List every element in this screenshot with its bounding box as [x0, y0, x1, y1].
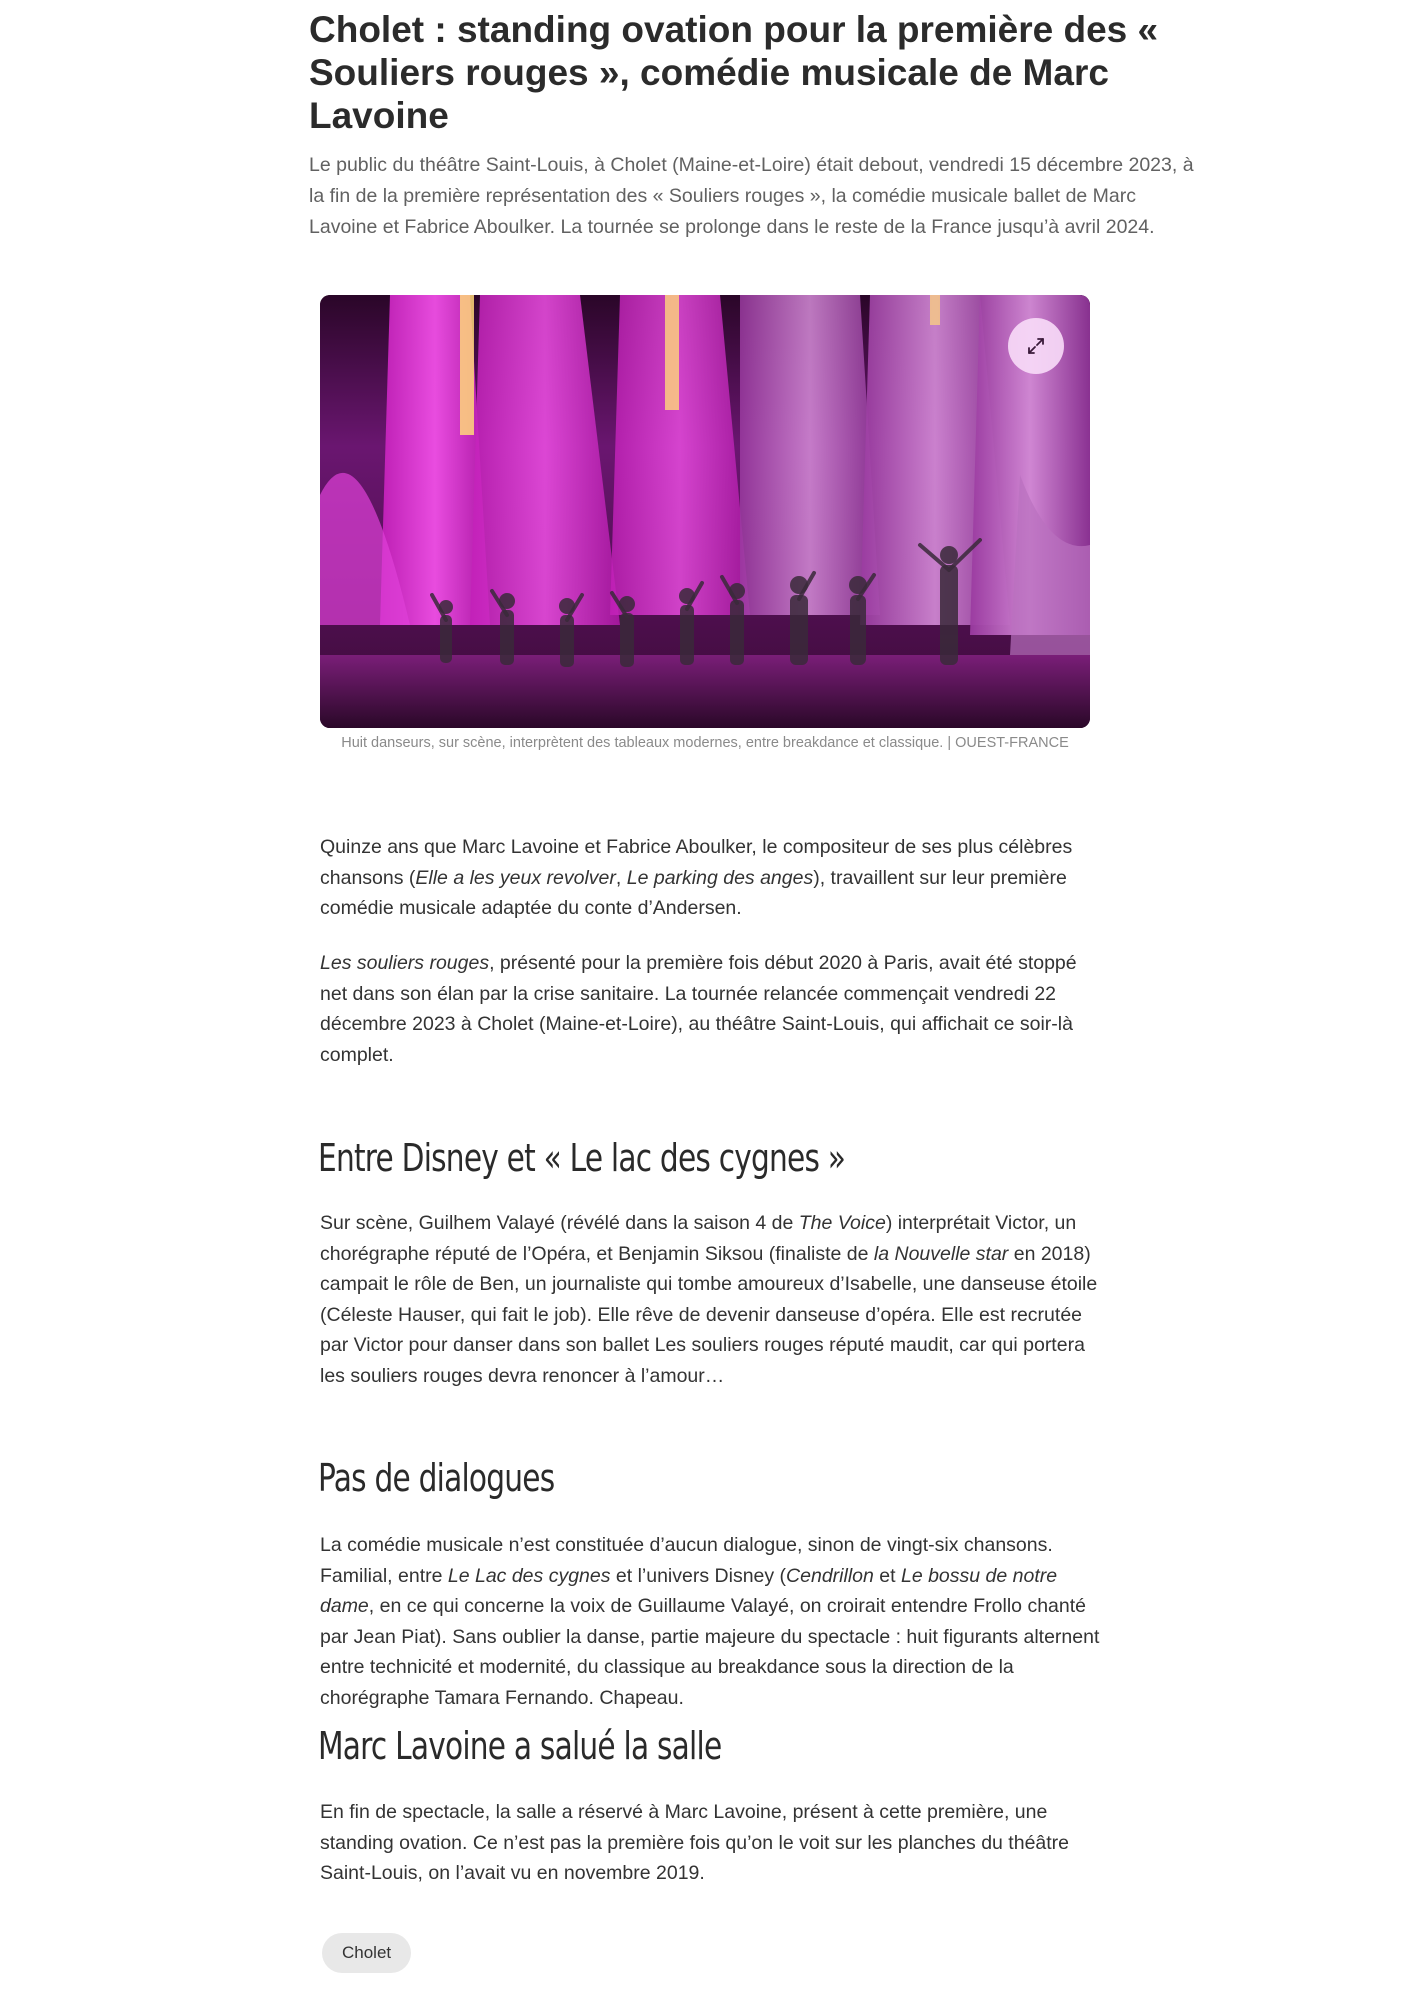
- tag-cholet[interactable]: Cholet: [322, 1933, 411, 1973]
- article-photo[interactable]: [320, 295, 1090, 728]
- section-heading-dialogues: Pas de dialogues: [318, 1456, 555, 1500]
- expand-photo-button[interactable]: [1008, 318, 1064, 374]
- section-heading-lavoine: Marc Lavoine a salué la salle: [318, 1724, 722, 1768]
- body-paragraph-2: Les souliers rouges, présenté pour la première fois début 2020 à Paris, avait été stoppé net dans son élan par la crise sanitaire. La tournée relancée commençait vendredi 22 décembre 2023 à Cholet (Maine-et-Loire), au théâtre Saint-Louis, qui affichait ce soir-là complet.: [320, 952, 1077, 1066]
- stage-photo-illustration: [320, 295, 1090, 728]
- expand-arrows-icon: [1023, 333, 1049, 359]
- body-paragraph-5: En fin de spectacle, la salle a réservé à Marc Lavoine, présent à cette première, une standing ovation. Ce n’est pas la première fois qu’on le voit sur les planches du théâtre Saint-Louis, on l’avait vu en novembre 2019.: [320, 1801, 1070, 1884]
- section-heading-disney: Entre Disney et « Le lac des cygnes »: [318, 1136, 846, 1180]
- article-lead: Le public du théâtre Saint-Louis, à Cholet (Maine-et-Loire) était debout, vendredi 15 décembre 2023, à la fin de la première représentation des « Souliers rouges », la comédie musicale ballet de Marc Lavoine et Fabrice Aboulker. La tournée se prolonge dans le reste de la France jusqu’à avril 2024.: [309, 154, 1194, 238]
- body-paragraph-1: Quinze ans que Marc Lavoine et Fabrice Aboulker, le compositeur de ses plus célèbres chansons (Elle a les yeux revolver, Le parking des anges), travaillent sur leur première comédie musicale adaptée du conte d’Andersen.: [320, 836, 1073, 919]
- article-title: Cholet : standing ovation pour la première des « Souliers rouges », comédie musicale de Marc Lavoine: [309, 9, 1159, 136]
- body-paragraph-4: La comédie musicale n’est constituée d’aucun dialogue, sinon de vingt-six chansons. Familial, entre Le Lac des cygnes et l’univers Disney (Cendrillon et Le bossu de notre dame, en ce qui concerne la voix de Guillaume Valayé, on croirait entendre Frollo chanté par Jean Piat). Sans oublier la danse, partie majeure du spectacle : huit figurants alternent entre technicité et modernité, du classique au breakdance sous la direction de la chorégraphe Tamara Fernando. Chapeau.: [320, 1534, 1100, 1709]
- body-paragraph-3: Sur scène, Guilhem Valayé (révélé dans la saison 4 de The Voice) interprétait Victor, un chorégraphe réputé de l’Opéra, et Benjamin Siksou (finaliste de la Nouvelle star en 2018) campait le rôle de Ben, un journaliste qui tombe amoureux d’Isabelle, une danseuse étoile (Céleste Hauser, qui fait le job). Elle rêve de devenir danseuse d’opéra. Elle est recrutée par Victor pour danser dans son ballet Les souliers rouges réputé maudit, car qui portera les souliers rouges devra renoncer à l’amour…: [320, 1212, 1098, 1387]
- photo-caption: Huit danseurs, sur scène, interprètent des tableaux modernes, entre breakdance et classique. | OUEST-FRANCE: [341, 735, 1069, 751]
